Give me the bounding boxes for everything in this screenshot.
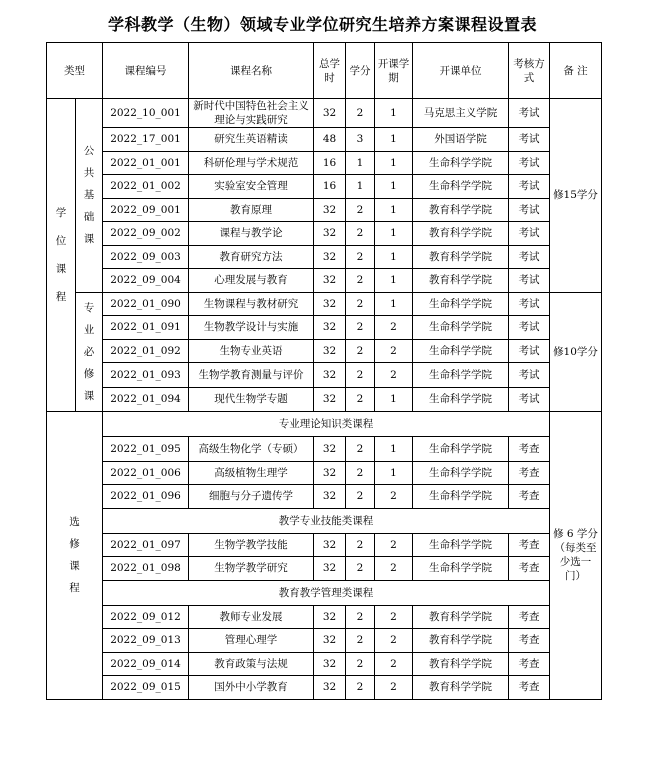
course-name: 新时代中国特色社会主义理论与实践研究	[189, 99, 314, 128]
course-credits: 2	[346, 533, 375, 557]
course-name: 课程与教学论	[189, 222, 314, 246]
table-row	[47, 151, 602, 175]
degree-course-label	[47, 99, 76, 412]
course-exam: 考查	[509, 533, 550, 557]
table-row	[47, 175, 602, 199]
course-term: 1	[375, 436, 413, 461]
course-code: 2022_01_002	[103, 175, 189, 199]
course-unit: 马克思主义学院	[413, 99, 509, 128]
course-unit: 生命科学学院	[413, 461, 509, 485]
course-term: 1	[375, 269, 413, 293]
course-code: 2022_01_001	[103, 151, 189, 175]
course-exam: 考查	[509, 436, 550, 461]
course-unit: 生命科学学院	[413, 292, 509, 316]
table-row	[47, 339, 602, 363]
course-name: 现代生物学专题	[189, 388, 314, 412]
category-label: 专业理论知识类课程	[103, 411, 550, 436]
course-term: 2	[375, 652, 413, 676]
course-name: 管理心理学	[189, 629, 314, 653]
course-credits: 2	[346, 339, 375, 363]
course-credits: 2	[346, 557, 375, 581]
course-credits: 2	[346, 245, 375, 269]
table-row	[47, 128, 602, 152]
table-row	[47, 629, 602, 653]
degree-course-label-text: 学位课程	[55, 206, 67, 303]
course-unit: 生命科学学院	[413, 557, 509, 581]
header-row	[47, 43, 602, 99]
course-exam: 考试	[509, 222, 550, 246]
course-code: 2022_01_098	[103, 557, 189, 581]
course-hours: 48	[314, 128, 346, 152]
course-term: 2	[375, 533, 413, 557]
public-basic-label	[76, 99, 103, 293]
table-row	[47, 485, 602, 509]
table-row	[47, 99, 602, 128]
header-name: 课程名称	[189, 43, 314, 99]
course-name: 高级植物生理学	[189, 461, 314, 485]
course-name: 生物教学设计与实施	[189, 316, 314, 340]
course-code: 2022_01_095	[103, 436, 189, 461]
course-unit: 教育科学学院	[413, 222, 509, 246]
table-row	[47, 269, 602, 293]
course-term: 1	[375, 292, 413, 316]
course-code: 2022_09_013	[103, 629, 189, 653]
course-exam: 考查	[509, 461, 550, 485]
course-code: 2022_09_012	[103, 605, 189, 629]
table-row	[47, 222, 602, 246]
course-code: 2022_10_001	[103, 99, 189, 128]
course-hours: 32	[314, 557, 346, 581]
course-exam: 考试	[509, 316, 550, 340]
table-row	[47, 363, 602, 388]
course-hours: 32	[314, 533, 346, 557]
course-exam: 考试	[509, 151, 550, 175]
table-body	[47, 99, 602, 700]
course-term: 2	[375, 339, 413, 363]
header-code: 课程编号	[103, 43, 189, 99]
course-code: 2022_09_003	[103, 245, 189, 269]
course-hours: 32	[314, 316, 346, 340]
course-name: 教育政策与法规	[189, 652, 314, 676]
course-code: 2022_17_001	[103, 128, 189, 152]
course-hours: 32	[314, 388, 346, 412]
category-row	[47, 508, 602, 533]
header-exam: 考核方式	[509, 43, 550, 99]
course-unit: 教育科学学院	[413, 629, 509, 653]
course-credits: 2	[346, 605, 375, 629]
course-hours: 32	[314, 222, 346, 246]
course-unit: 教育科学学院	[413, 652, 509, 676]
course-credits: 1	[346, 175, 375, 199]
course-name: 心理发展与教育	[189, 269, 314, 293]
course-hours: 32	[314, 363, 346, 388]
course-code: 2022_09_001	[103, 198, 189, 222]
course-exam: 考试	[509, 198, 550, 222]
category-row	[47, 580, 602, 605]
course-exam: 考查	[509, 605, 550, 629]
course-unit: 教育科学学院	[413, 198, 509, 222]
course-hours: 32	[314, 676, 346, 700]
course-term: 1	[375, 245, 413, 269]
course-hours: 32	[314, 652, 346, 676]
course-name: 科研伦理与学术规范	[189, 151, 314, 175]
table-row	[47, 292, 602, 316]
course-exam: 考试	[509, 175, 550, 199]
course-unit: 生命科学学院	[413, 151, 509, 175]
course-name: 教师专业发展	[189, 605, 314, 629]
table-row	[47, 605, 602, 629]
course-exam: 考查	[509, 629, 550, 653]
page-title: 学科教学（生物）领域专业学位研究生培养方案课程设置表	[107, 15, 537, 34]
course-code: 2022_01_094	[103, 388, 189, 412]
course-unit: 生命科学学院	[413, 175, 509, 199]
course-unit: 生命科学学院	[413, 316, 509, 340]
course-credits: 2	[346, 485, 375, 509]
header-unit: 开课单位	[413, 43, 509, 99]
course-unit: 生命科学学院	[413, 363, 509, 388]
course-code: 2022_01_093	[103, 363, 189, 388]
major-note: 修10学分	[550, 292, 602, 411]
course-hours: 32	[314, 461, 346, 485]
course-exam: 考试	[509, 269, 550, 293]
course-name: 实验室安全管理	[189, 175, 314, 199]
course-exam: 考试	[509, 128, 550, 152]
course-unit: 教育科学学院	[413, 605, 509, 629]
course-term: 2	[375, 676, 413, 700]
course-exam: 考试	[509, 99, 550, 128]
course-exam: 考查	[509, 652, 550, 676]
course-unit: 教育科学学院	[413, 269, 509, 293]
course-hours: 32	[314, 605, 346, 629]
course-credits: 2	[346, 388, 375, 412]
course-code: 2022_01_096	[103, 485, 189, 509]
course-code: 2022_01_091	[103, 316, 189, 340]
public-basic-label-text: 公共基础课	[83, 145, 95, 246]
course-hours: 16	[314, 175, 346, 199]
course-name: 国外中小学教育	[189, 676, 314, 700]
major-required-label-text: 专业必修课	[83, 301, 95, 402]
category-row	[47, 411, 602, 436]
course-code: 2022_01_097	[103, 533, 189, 557]
course-term: 1	[375, 461, 413, 485]
course-exam: 考试	[509, 292, 550, 316]
course-name: 生物学教学研究	[189, 557, 314, 581]
course-hours: 32	[314, 485, 346, 509]
course-code: 2022_01_006	[103, 461, 189, 485]
course-unit: 生命科学学院	[413, 339, 509, 363]
table-row	[47, 245, 602, 269]
course-code: 2022_01_092	[103, 339, 189, 363]
curriculum-table	[46, 42, 602, 700]
table-row	[47, 652, 602, 676]
course-name: 高级生物化学（专硕）	[189, 436, 314, 461]
course-hours: 32	[314, 99, 346, 128]
course-unit: 外国语学院	[413, 128, 509, 152]
course-exam: 考试	[509, 245, 550, 269]
course-exam: 考试	[509, 363, 550, 388]
course-exam: 考试	[509, 388, 550, 412]
course-credits: 2	[346, 198, 375, 222]
course-code: 2022_09_014	[103, 652, 189, 676]
course-credits: 2	[346, 436, 375, 461]
course-credits: 2	[346, 676, 375, 700]
course-unit: 生命科学学院	[413, 436, 509, 461]
table-row	[47, 198, 602, 222]
course-term: 1	[375, 222, 413, 246]
course-credits: 2	[346, 222, 375, 246]
course-exam: 考试	[509, 339, 550, 363]
course-term: 2	[375, 363, 413, 388]
course-code: 2022_09_002	[103, 222, 189, 246]
course-exam: 考查	[509, 676, 550, 700]
course-credits: 2	[346, 629, 375, 653]
course-name: 生物专业英语	[189, 339, 314, 363]
course-name: 教育原理	[189, 198, 314, 222]
table-row	[47, 461, 602, 485]
course-name: 生物学教学技能	[189, 533, 314, 557]
course-hours: 32	[314, 436, 346, 461]
course-credits: 2	[346, 99, 375, 128]
course-term: 2	[375, 605, 413, 629]
course-hours: 32	[314, 198, 346, 222]
course-hours: 32	[314, 245, 346, 269]
table-row	[47, 557, 602, 581]
table-row	[47, 436, 602, 461]
public-note: 修15学分	[550, 99, 602, 293]
course-hours: 16	[314, 151, 346, 175]
course-term: 1	[375, 128, 413, 152]
course-unit: 教育科学学院	[413, 676, 509, 700]
course-code: 2022_09_004	[103, 269, 189, 293]
table-row	[47, 676, 602, 700]
course-term: 2	[375, 316, 413, 340]
header-credits: 学分	[346, 43, 375, 99]
course-term: 2	[375, 485, 413, 509]
course-term: 2	[375, 557, 413, 581]
course-hours: 32	[314, 292, 346, 316]
elective-course-label	[47, 411, 103, 699]
course-term: 1	[375, 99, 413, 128]
major-required-label	[76, 292, 103, 411]
header-note: 备 注	[550, 43, 602, 99]
category-label: 教学专业技能类课程	[103, 508, 550, 533]
course-unit: 生命科学学院	[413, 388, 509, 412]
course-term: 1	[375, 198, 413, 222]
category-label: 教育教学管理类课程	[103, 580, 550, 605]
course-exam: 考查	[509, 557, 550, 581]
course-term: 1	[375, 388, 413, 412]
course-credits: 1	[346, 151, 375, 175]
table-row	[47, 388, 602, 412]
course-name: 生物课程与教材研究	[189, 292, 314, 316]
course-code: 2022_01_090	[103, 292, 189, 316]
course-credits: 3	[346, 128, 375, 152]
course-term: 2	[375, 629, 413, 653]
course-credits: 2	[346, 292, 375, 316]
course-unit: 生命科学学院	[413, 533, 509, 557]
elective-note: 修 6 学分（每类至少选一门）	[550, 411, 602, 699]
course-unit: 生命科学学院	[413, 485, 509, 509]
table-row	[47, 533, 602, 557]
course-credits: 2	[346, 269, 375, 293]
header-hours: 总学时	[314, 43, 346, 99]
course-code: 2022_09_015	[103, 676, 189, 700]
course-unit: 教育科学学院	[413, 245, 509, 269]
course-name: 生物学教育测量与评价	[189, 363, 314, 388]
course-credits: 2	[346, 363, 375, 388]
course-term: 1	[375, 151, 413, 175]
course-hours: 32	[314, 629, 346, 653]
course-term: 1	[375, 175, 413, 199]
course-name: 研究生英语精读	[189, 128, 314, 152]
course-exam: 考查	[509, 485, 550, 509]
elective-course-label-text: 选修课程	[69, 516, 80, 594]
course-hours: 32	[314, 269, 346, 293]
course-name: 细胞与分子遗传学	[189, 485, 314, 509]
course-credits: 2	[346, 652, 375, 676]
course-credits: 2	[346, 461, 375, 485]
header-type: 类型	[47, 43, 103, 99]
course-credits: 2	[346, 316, 375, 340]
course-hours: 32	[314, 339, 346, 363]
header-term: 开课学期	[375, 43, 413, 99]
table-row	[47, 316, 602, 340]
course-name: 教育研究方法	[189, 245, 314, 269]
